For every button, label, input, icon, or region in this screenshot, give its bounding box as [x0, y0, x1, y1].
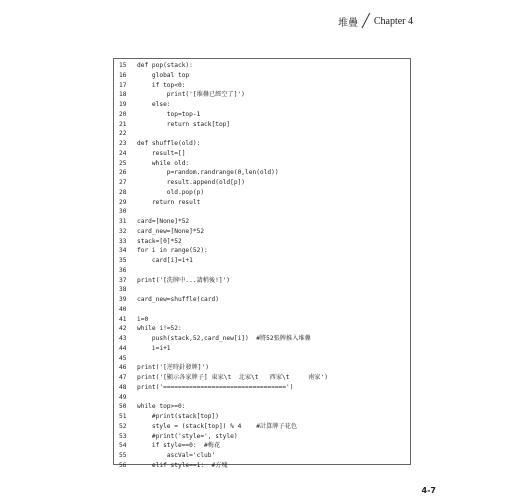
code-line — [114, 383, 410, 393]
section-title: 堆疊 — [338, 18, 359, 29]
line-number: 35 — [119, 257, 127, 264]
line-number: 42 — [119, 325, 127, 333]
line-number: 16 — [119, 71, 127, 79]
line-number: 52 — [119, 422, 127, 430]
line-number: 34 — [119, 247, 127, 255]
code-line — [114, 363, 410, 373]
code-text: old.pop(p) — [137, 188, 205, 196]
page-number: 4-7 — [421, 486, 436, 495]
code-line — [114, 159, 410, 169]
code-line — [114, 334, 410, 344]
code-line — [114, 71, 410, 81]
code-text — [137, 266, 410, 276]
code-line — [114, 266, 410, 276]
line-number: 51 — [119, 413, 127, 420]
code-text: #print(stack[top]) — [137, 413, 219, 420]
code-line — [114, 256, 410, 266]
line-number: 18 — [119, 91, 127, 99]
code-text: global top — [137, 71, 190, 79]
code-text: top=top-1 — [137, 110, 201, 118]
code-line — [114, 90, 410, 100]
code-line — [114, 217, 410, 227]
code-text: while i!=52: — [137, 325, 182, 333]
line-number: 15 — [119, 62, 127, 69]
running-header — [338, 14, 413, 29]
line-number: 20 — [119, 110, 127, 118]
line-number: 19 — [119, 101, 127, 108]
code-text: card_new=[None]*52 — [137, 227, 205, 235]
line-number: 38 — [119, 286, 127, 294]
line-number: 26 — [119, 169, 127, 177]
line-number: 30 — [119, 208, 127, 216]
code-line — [114, 81, 410, 91]
code-text: elif style==1: #方塊 — [137, 461, 228, 469]
code-text: for i in range(52): — [137, 247, 208, 255]
code-text: while old: — [137, 159, 190, 167]
line-number: 40 — [119, 305, 127, 313]
code-text: print('[堆疊已經空了]') — [137, 91, 245, 99]
code-text: def pop(stack): — [137, 62, 193, 69]
code-text: result.append(old[p]) — [137, 179, 246, 186]
code-line — [114, 285, 410, 295]
code-text: return stack[top] — [137, 120, 231, 128]
code-line — [114, 451, 410, 461]
line-number: 43 — [119, 335, 127, 342]
line-number: 17 — [119, 81, 127, 89]
line-number: 28 — [119, 188, 127, 196]
line-number: 54 — [119, 442, 127, 450]
code-text: def shuffle(old): — [137, 140, 201, 147]
code-line — [114, 276, 410, 286]
line-number: 41 — [119, 315, 127, 323]
line-number: 24 — [119, 149, 127, 157]
code-line — [114, 207, 410, 217]
line-number: 56 — [119, 461, 127, 469]
code-text: ascVal='club' — [137, 452, 216, 459]
chapter-label: Chapter 4 — [373, 16, 413, 27]
code-line — [114, 315, 410, 325]
line-number: 39 — [119, 296, 127, 303]
line-number: 31 — [119, 218, 127, 225]
code-text: print('=================================') — [137, 383, 294, 391]
code-text: push(stack,52,card_new[i]) #將52張牌推入堆疊 — [137, 335, 311, 342]
line-number: 27 — [119, 179, 127, 186]
code-line — [114, 237, 410, 247]
code-line — [114, 61, 410, 71]
line-number: 33 — [119, 237, 127, 245]
line-number: 25 — [119, 159, 127, 167]
code-line — [114, 422, 410, 432]
code-line — [114, 402, 410, 412]
code-line — [114, 100, 410, 110]
code-text: print('[洗牌中...請稍後!]') — [137, 276, 231, 284]
code-text: else: — [137, 101, 171, 108]
code-text: card[i]=i+1 — [137, 257, 193, 264]
code-text: style = (stack[top]) % 4 #計算牌子花色 — [137, 422, 298, 430]
code-line — [114, 178, 410, 188]
code-line — [114, 354, 410, 364]
code-line — [114, 246, 410, 256]
line-number: 46 — [119, 364, 127, 372]
code-text — [137, 354, 410, 364]
code-text — [137, 207, 410, 217]
code-text: stack=[0]*52 — [137, 237, 182, 245]
line-number: 29 — [119, 198, 127, 206]
code-text: if top<0: — [137, 81, 186, 89]
line-number: 37 — [119, 276, 127, 284]
code-line — [114, 373, 410, 383]
code-text: while top>=0: — [137, 403, 186, 411]
code-line — [114, 393, 410, 403]
code-text: p=random.randrange(0,len(old)) — [137, 169, 279, 177]
code-text: return result — [137, 198, 201, 206]
code-line — [114, 120, 410, 130]
code-text — [137, 305, 410, 315]
code-line — [114, 149, 410, 159]
code-line — [114, 412, 410, 422]
code-line — [114, 139, 410, 149]
code-line — [114, 198, 410, 208]
code-line — [114, 295, 410, 305]
code-line — [114, 461, 410, 471]
header-separator: ╱ — [362, 14, 370, 29]
code-text: i=i+1 — [137, 344, 171, 352]
code-text: #print('style=', style) — [137, 432, 238, 440]
code-line — [114, 305, 410, 315]
line-number: 47 — [119, 374, 127, 381]
line-number: 36 — [119, 266, 127, 274]
line-number: 22 — [119, 130, 127, 138]
code-listing — [113, 58, 411, 469]
line-number: 21 — [119, 120, 127, 128]
line-number: 53 — [119, 432, 127, 440]
line-number: 23 — [119, 140, 127, 147]
code-text: print('[逆時針發牌]') — [137, 364, 209, 372]
code-line — [114, 441, 410, 451]
code-line — [114, 129, 410, 139]
code-text: card=[None]*52 — [137, 218, 190, 225]
code-line — [114, 324, 410, 334]
code-line — [114, 432, 410, 442]
code-text: print('[顯示各家牌子] 東家\t 北家\t 西家\t 南家') — [137, 374, 328, 381]
line-number: 50 — [119, 403, 127, 411]
code-line — [114, 344, 410, 354]
code-line — [114, 168, 410, 178]
line-number: 48 — [119, 383, 127, 391]
line-number: 49 — [119, 393, 127, 401]
line-number: 55 — [119, 452, 127, 459]
code-line — [114, 227, 410, 237]
code-text: result=[] — [137, 149, 186, 157]
code-line — [114, 110, 410, 120]
code-text: i=0 — [137, 315, 149, 323]
code-text — [137, 393, 410, 403]
line-number: 44 — [119, 344, 127, 352]
code-line — [114, 188, 410, 198]
line-number: 45 — [119, 354, 127, 362]
line-number: 32 — [119, 227, 127, 235]
code-text — [137, 285, 410, 295]
code-text: card_new=shuffle(card) — [137, 296, 219, 303]
code-text: if style==0: #梅花 — [137, 442, 221, 450]
code-text — [137, 129, 410, 139]
